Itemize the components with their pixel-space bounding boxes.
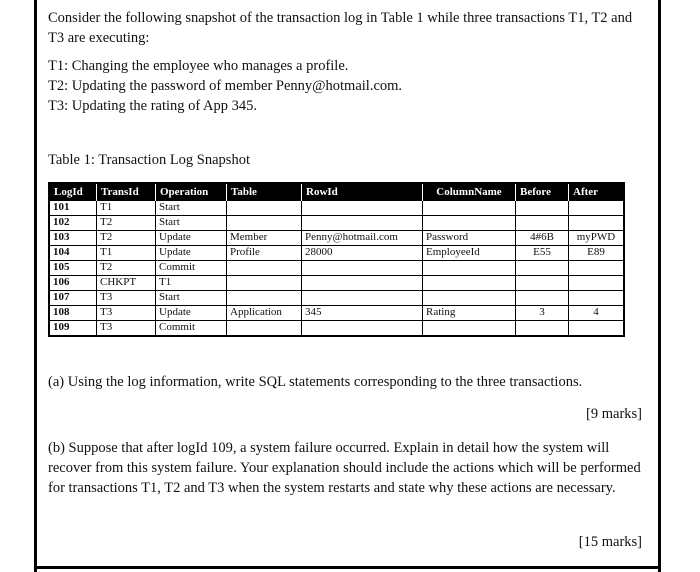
cell-columnname: EmployeeId	[423, 246, 516, 261]
cell-transid: T2	[97, 231, 156, 246]
table-row	[49, 291, 624, 306]
cell-table: Member	[227, 231, 302, 246]
question-a: (a) Using the log information, write SQL statements corresponding to the three transactions.	[48, 374, 583, 390]
transaction-log-table	[48, 182, 625, 337]
cell-logid: 108	[49, 306, 97, 321]
cell-logid: 102	[49, 216, 97, 231]
cell-rowid	[302, 291, 423, 306]
header-rowid: RowId	[302, 183, 423, 201]
marks-a: [9 marks]	[586, 406, 642, 422]
cell-columnname	[423, 201, 516, 216]
cell-transid: T1	[97, 201, 156, 216]
cell-after	[569, 216, 625, 231]
page-border-bottom	[34, 566, 661, 569]
cell-before	[516, 321, 569, 337]
cell-columnname	[423, 261, 516, 276]
cell-transid: CHKPT	[97, 276, 156, 291]
table-row	[49, 321, 624, 337]
cell-operation: Start	[156, 201, 227, 216]
cell-operation: Start	[156, 216, 227, 231]
cell-after	[569, 261, 625, 276]
cell-transid: T2	[97, 216, 156, 231]
cell-table	[227, 216, 302, 231]
transaction-t1: T1: Changing the employee who manages a profile.	[48, 58, 349, 74]
question-b: (b) Suppose that after logId 109, a system failure occurred. Explain in detail how the system will recover from this system failure. Your explanation should include the actions which will be performed for transactions T1, T2 and T3 when the system restarts and state why these actions are necessary.	[48, 440, 641, 496]
cell-logid: 107	[49, 291, 97, 306]
header-operation: Operation	[156, 183, 227, 201]
intro-text: Consider the following snapshot of the transaction log in Table 1 while three transactions T1, T2 and T3 are executing:	[48, 10, 633, 46]
cell-logid: 103	[49, 231, 97, 246]
cell-operation: Update	[156, 246, 227, 261]
cell-rowid: Penny@hotmail.com	[302, 231, 423, 246]
cell-columnname: Rating	[423, 306, 516, 321]
cell-logid: 106	[49, 276, 97, 291]
cell-after	[569, 321, 625, 337]
table-caption: Table 1: Transaction Log Snapshot	[48, 152, 250, 168]
cell-transid: T1	[97, 246, 156, 261]
cell-transid: T3	[97, 306, 156, 321]
header-after: After	[569, 183, 625, 201]
cell-rowid: 28000	[302, 246, 423, 261]
table-header-row	[49, 183, 624, 201]
cell-operation: Update	[156, 231, 227, 246]
cell-transid: T3	[97, 321, 156, 337]
cell-columnname	[423, 216, 516, 231]
header-before: Before	[516, 183, 569, 201]
cell-after	[569, 291, 625, 306]
table-row	[49, 231, 624, 246]
cell-operation: Commit	[156, 261, 227, 276]
cell-before: 4#6B	[516, 231, 569, 246]
cell-transid: T3	[97, 291, 156, 306]
cell-before: 3	[516, 306, 569, 321]
cell-transid: T2	[97, 261, 156, 276]
cell-before	[516, 201, 569, 216]
cell-table	[227, 321, 302, 337]
cell-before	[516, 276, 569, 291]
marks-b: [15 marks]	[578, 534, 642, 550]
cell-rowid	[302, 276, 423, 291]
cell-after	[569, 201, 625, 216]
cell-rowid	[302, 321, 423, 337]
cell-columnname: Password	[423, 231, 516, 246]
cell-operation: T1	[156, 276, 227, 291]
cell-after: myPWD	[569, 231, 625, 246]
cell-columnname	[423, 276, 516, 291]
cell-operation: Commit	[156, 321, 227, 337]
table-row	[49, 276, 624, 291]
cell-logid: 104	[49, 246, 97, 261]
table-row	[49, 261, 624, 276]
header-columnname: ColumnName	[423, 183, 516, 201]
cell-logid: 101	[49, 201, 97, 216]
cell-after	[569, 276, 625, 291]
cell-table	[227, 201, 302, 216]
table-row	[49, 306, 624, 321]
cell-table: Profile	[227, 246, 302, 261]
cell-logid: 109	[49, 321, 97, 337]
cell-rowid: 345	[302, 306, 423, 321]
cell-after: 4	[569, 306, 625, 321]
header-table: Table	[227, 183, 302, 201]
transaction-t2: T2: Updating the password of member Penny@hotmail.com.	[48, 78, 403, 94]
page-border-right	[658, 0, 661, 572]
cell-columnname	[423, 291, 516, 306]
table-row	[49, 246, 624, 261]
cell-rowid	[302, 261, 423, 276]
cell-before	[516, 216, 569, 231]
page-border-left	[34, 0, 37, 572]
header-logid: LogId	[49, 183, 97, 201]
cell-operation: Start	[156, 291, 227, 306]
cell-table	[227, 291, 302, 306]
cell-logid: 105	[49, 261, 97, 276]
cell-after: E89	[569, 246, 625, 261]
cell-before	[516, 261, 569, 276]
cell-columnname	[423, 321, 516, 337]
cell-before	[516, 291, 569, 306]
table-row	[49, 201, 624, 216]
table-row	[49, 216, 624, 231]
header-transid: TransId	[97, 183, 156, 201]
cell-table	[227, 261, 302, 276]
cell-table: Application	[227, 306, 302, 321]
cell-operation: Update	[156, 306, 227, 321]
cell-rowid	[302, 201, 423, 216]
cell-before: E55	[516, 246, 569, 261]
transaction-t3: T3: Updating the rating of App 345.	[48, 98, 258, 114]
cell-rowid	[302, 216, 423, 231]
cell-table	[227, 276, 302, 291]
